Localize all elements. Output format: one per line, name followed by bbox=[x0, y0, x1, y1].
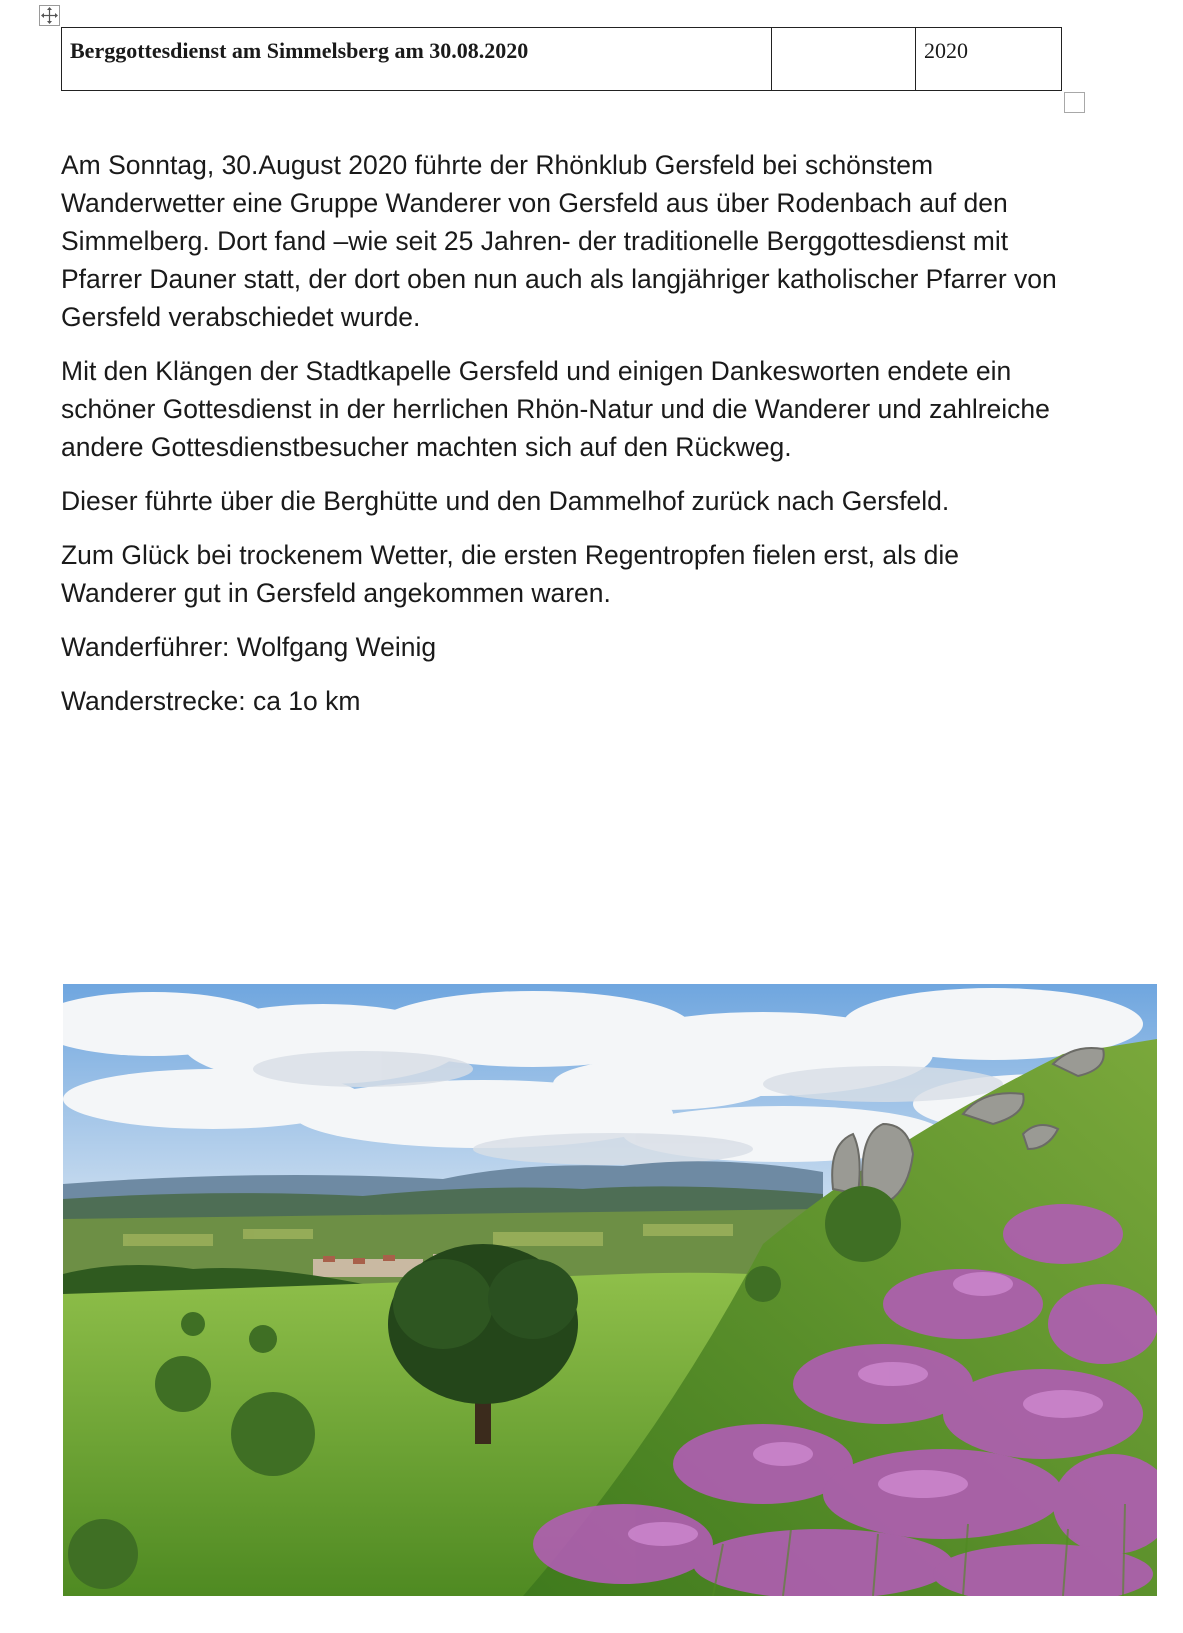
paragraph-intro: Am Sonntag, 30.August 2020 führte der Rhönklub Gersfeld bei schönstem Wanderwetter eine Gruppe Wanderer von Gersfeld aus über Rodenbach auf den Simmelberg. Dort fand –wie seit 25 Jahren- der traditionelle Berggottesdienst mit Pfarrer Dauner statt, der dort oben nun auch als langjähriger katholischer Pfarrer von Gersfeld verabschiedet wurde. bbox=[61, 150, 1057, 332]
year-cell: 2020 bbox=[916, 28, 1062, 91]
landscape-illustration bbox=[63, 984, 1157, 1596]
paragraph-service: Mit den Klängen der Stadtkapelle Gersfeld und einigen Dankesworten endete ein schöner Gottesdienst in der herrlichen Rhön-Natur und die Wanderer und zahlreiche andere Gottesdienstbesucher machten sich auf den Rückweg. bbox=[61, 356, 1050, 462]
article-body bbox=[61, 146, 1081, 736]
table-resize-handle-icon[interactable] bbox=[1064, 92, 1085, 113]
table-move-handle-icon[interactable] bbox=[39, 5, 60, 26]
paragraph-weather: Zum Glück bei trockenem Wetter, die ersten Regentropfen fielen erst, als die Wanderer gut in Gersfeld angekommen waren. bbox=[61, 540, 959, 608]
paragraph-guide: Wanderführer: Wolfgang Weinig bbox=[61, 632, 437, 662]
paragraph-distance: Wanderstrecke: ca 1o km bbox=[61, 686, 361, 716]
header-table bbox=[61, 27, 1062, 91]
landscape-photo bbox=[63, 984, 1157, 1596]
document-title: Berggottesdienst am Simmelsberg am 30.08.2020 bbox=[62, 28, 772, 91]
header-row bbox=[62, 28, 1062, 91]
empty-cell bbox=[772, 28, 916, 91]
paragraph-route: Dieser führte über die Berghütte und den Dammelhof zurück nach Gersfeld. bbox=[61, 486, 950, 516]
